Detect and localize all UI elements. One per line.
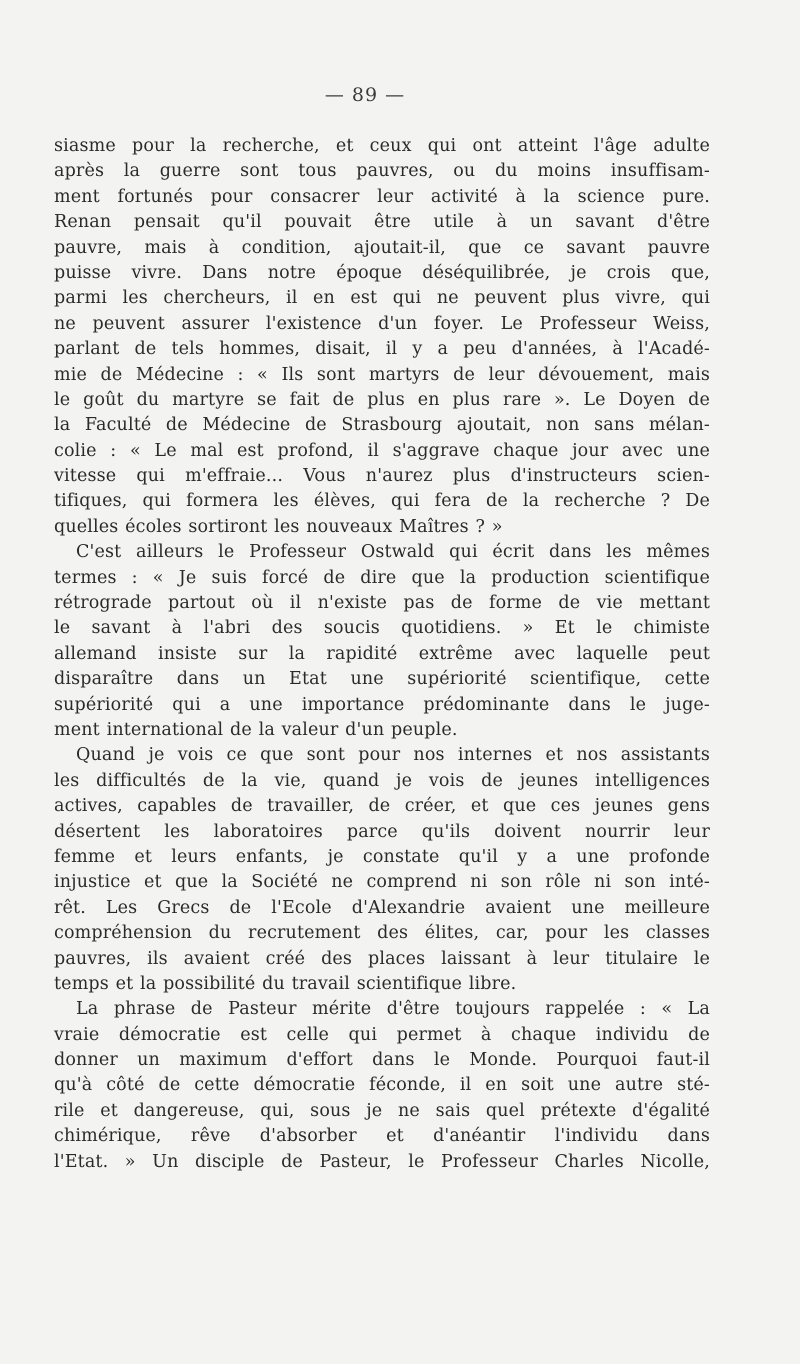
text-line: supériorité qui a une importance prédominante dans le juge- bbox=[54, 694, 710, 715]
text-line: Renan pensait qu'il pouvait être utile à un savant d'être bbox=[54, 212, 710, 233]
text-line: pauvre, mais à condition, ajoutait-il, que ce savant pauvre bbox=[54, 237, 710, 258]
text-line: colie : « Le mal est profond, il s'aggrave chaque jour avec une bbox=[54, 440, 710, 461]
text-line: désertent les laboratoires parce qu'ils doivent nourrir leur bbox=[54, 821, 710, 842]
text-line: le savant à l'abri des soucis quotidiens. » Et le chimiste bbox=[54, 618, 710, 639]
text-line: quelles écoles sortiront les nouveaux Maîtres ? » bbox=[54, 516, 503, 537]
text-line: ne peuvent assurer l'existence d'un foyer. Le Professeur Weiss, bbox=[54, 313, 710, 334]
text-line: termes : « Je suis forcé de dire que la production scientifique bbox=[54, 567, 710, 588]
text-line: Quand je vois ce que sont pour nos internes et nos assistants bbox=[76, 745, 710, 766]
paragraph bbox=[54, 997, 710, 1175]
text-line: parmi les chercheurs, il en est qui ne peuvent plus vivre, qui bbox=[54, 288, 710, 309]
paragraph bbox=[54, 743, 710, 997]
text-line: le goût du martyre se fait de plus en plus rare ». Le Doyen de bbox=[54, 389, 710, 410]
text-line: rêt. Les Grecs de l'Ecole d'Alexandrie avaient une meilleure bbox=[54, 897, 710, 918]
text-line: disparaître dans un Etat une supériorité scientifique, cette bbox=[54, 669, 710, 690]
text-line: vitesse qui m'effraie... Vous n'aurez plus d'instructeurs scien- bbox=[54, 466, 710, 487]
text-line: siasme pour la recherche, et ceux qui ont atteint l'âge adulte bbox=[54, 136, 710, 156]
text-line: allemand insiste sur la rapidité extrême avec laquelle peut bbox=[54, 643, 710, 664]
text-line: qu'à côté de cette démocratie féconde, il en soit une autre sté- bbox=[54, 1075, 710, 1096]
text-line: après la guerre sont tous pauvres, ou du moins insuffisam- bbox=[54, 161, 710, 182]
paragraph bbox=[54, 540, 710, 743]
text-line: tifiques, qui formera les élèves, qui fera de la recherche ? De bbox=[54, 491, 710, 512]
text-line: femme et leurs enfants, je constate qu'il y a une profonde bbox=[54, 846, 710, 867]
text-line: pauvres, ils avaient créé des places laissant à leur titulaire le bbox=[54, 948, 710, 969]
text-line: parlant de tels hommes, disait, il y a peu d'années, à l'Acadé- bbox=[54, 339, 710, 360]
text-line: rile et dangereuse, qui, sous je ne sais quel prétexte d'égalité bbox=[54, 1100, 710, 1121]
page-number: — 89 — bbox=[324, 84, 406, 106]
text-line: temps et la possibilité du travail scientifique libre. bbox=[54, 973, 517, 994]
text-line: la Faculté de Médecine de Strasbourg ajoutait, non sans mélan- bbox=[54, 415, 710, 436]
text-line: injustice et que la Société ne comprend ni son rôle ni son inté- bbox=[54, 872, 710, 893]
text-line: rétrograde partout où il n'existe pas de forme de vie mettant bbox=[54, 593, 710, 614]
text-line: vraie démocratie est celle qui permet à chaque individu de bbox=[54, 1024, 710, 1045]
text-line: puisse vivre. Dans notre époque déséquilibrée, je crois que, bbox=[54, 262, 710, 283]
body-text bbox=[54, 134, 710, 1175]
text-line: compréhension du recrutement des élites, car, pour les classes bbox=[54, 923, 710, 944]
text-line: donner un maximum d'effort dans le Monde. Pourquoi faut-il bbox=[54, 1050, 710, 1071]
paragraph bbox=[54, 134, 710, 540]
text-line: ment fortunés pour consacrer leur activité à la science pure. bbox=[54, 186, 710, 207]
text-line: l'Etat. » Un disciple de Pasteur, le Professeur Charles Nicolle, bbox=[54, 1151, 710, 1172]
text-line: actives, capables de travailler, de créer, et que ces jeunes gens bbox=[54, 796, 710, 817]
text-line: C'est ailleurs le Professeur Ostwald qui écrit dans les mêmes bbox=[76, 542, 710, 563]
text-line: ment international de la valeur d'un peuple. bbox=[54, 719, 458, 740]
text-line: mie de Médecine : « Ils sont martyrs de leur dévouement, mais bbox=[54, 364, 710, 385]
text-line: les difficultés de la vie, quand je vois de jeunes intelligences bbox=[54, 770, 710, 791]
text-line: chimérique, rêve d'absorber et d'anéantir l'individu dans bbox=[54, 1126, 710, 1147]
text-line: La phrase de Pasteur mérite d'être toujours rappelée : « La bbox=[76, 999, 710, 1020]
